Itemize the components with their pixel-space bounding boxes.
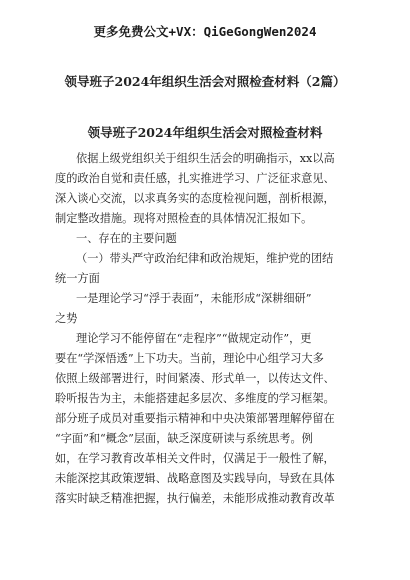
document-title: 领导班子2024年组织生活会对照检查材料（2篇）: [64, 74, 346, 89]
point-heading: 一是理论学习“浮于表面”，未能形成“深耕细研”: [76, 292, 312, 305]
section-heading: 一、存在的主要问题: [76, 232, 177, 245]
paragraph-line: 依照上级部署进行，时间紧凑、形式单一，以传达文件、: [55, 372, 335, 385]
subsection-heading: 统一方面: [55, 272, 100, 285]
paragraph-line: 聆听报告为主，未能搭建起多层次、多维度的学习框架。: [55, 392, 335, 405]
paragraph-line: “字面”和“概念”层面，缺乏深度研读与系统思考。例: [55, 432, 313, 445]
paragraph-line: 理论学习不能停留在“走程序”“做规定动作”，更: [76, 332, 312, 345]
paragraph-line: 要在“学深悟透”上下功夫。当前，理论中心组学习大多: [55, 352, 324, 365]
paragraph-line: 深入谈心交流，以求真务实的态度检视问题，剖析根源，: [55, 192, 335, 205]
paragraph-line: 度的政治自觉和责任感，扎实推进学习、广泛征求意见、: [55, 172, 335, 185]
paragraph-line: 如，在学习教育改革相关文件时，仅满足于一般性了解，: [55, 452, 335, 465]
paragraph-line: 落实时缺乏精准把握，执行偏差，未能形成推动教育改革: [55, 492, 335, 505]
section-title: 领导班子2024年组织生活会对照检查材料: [87, 125, 323, 140]
point-heading: 之势: [55, 312, 78, 325]
paragraph-line: 未能深挖其政策逻辑、战略意图及实践导向，导致在具体: [55, 472, 335, 485]
subsection-heading: （一）带头严守政治纪律和政治规矩，维护党的团结: [76, 252, 334, 265]
page-header: 更多免费公文+VX：QiGeGongWen2024: [93, 24, 317, 39]
paragraph-line: 部分班子成员对重要指示精神和中央决策部署理解停留在: [55, 412, 335, 425]
paragraph-line: 依据上级党组织关于组织生活会的明确指示，xx以高: [76, 152, 335, 165]
paragraph-line: 制定整改措施。现将对照检查的具体情况汇报如下。: [55, 212, 313, 225]
